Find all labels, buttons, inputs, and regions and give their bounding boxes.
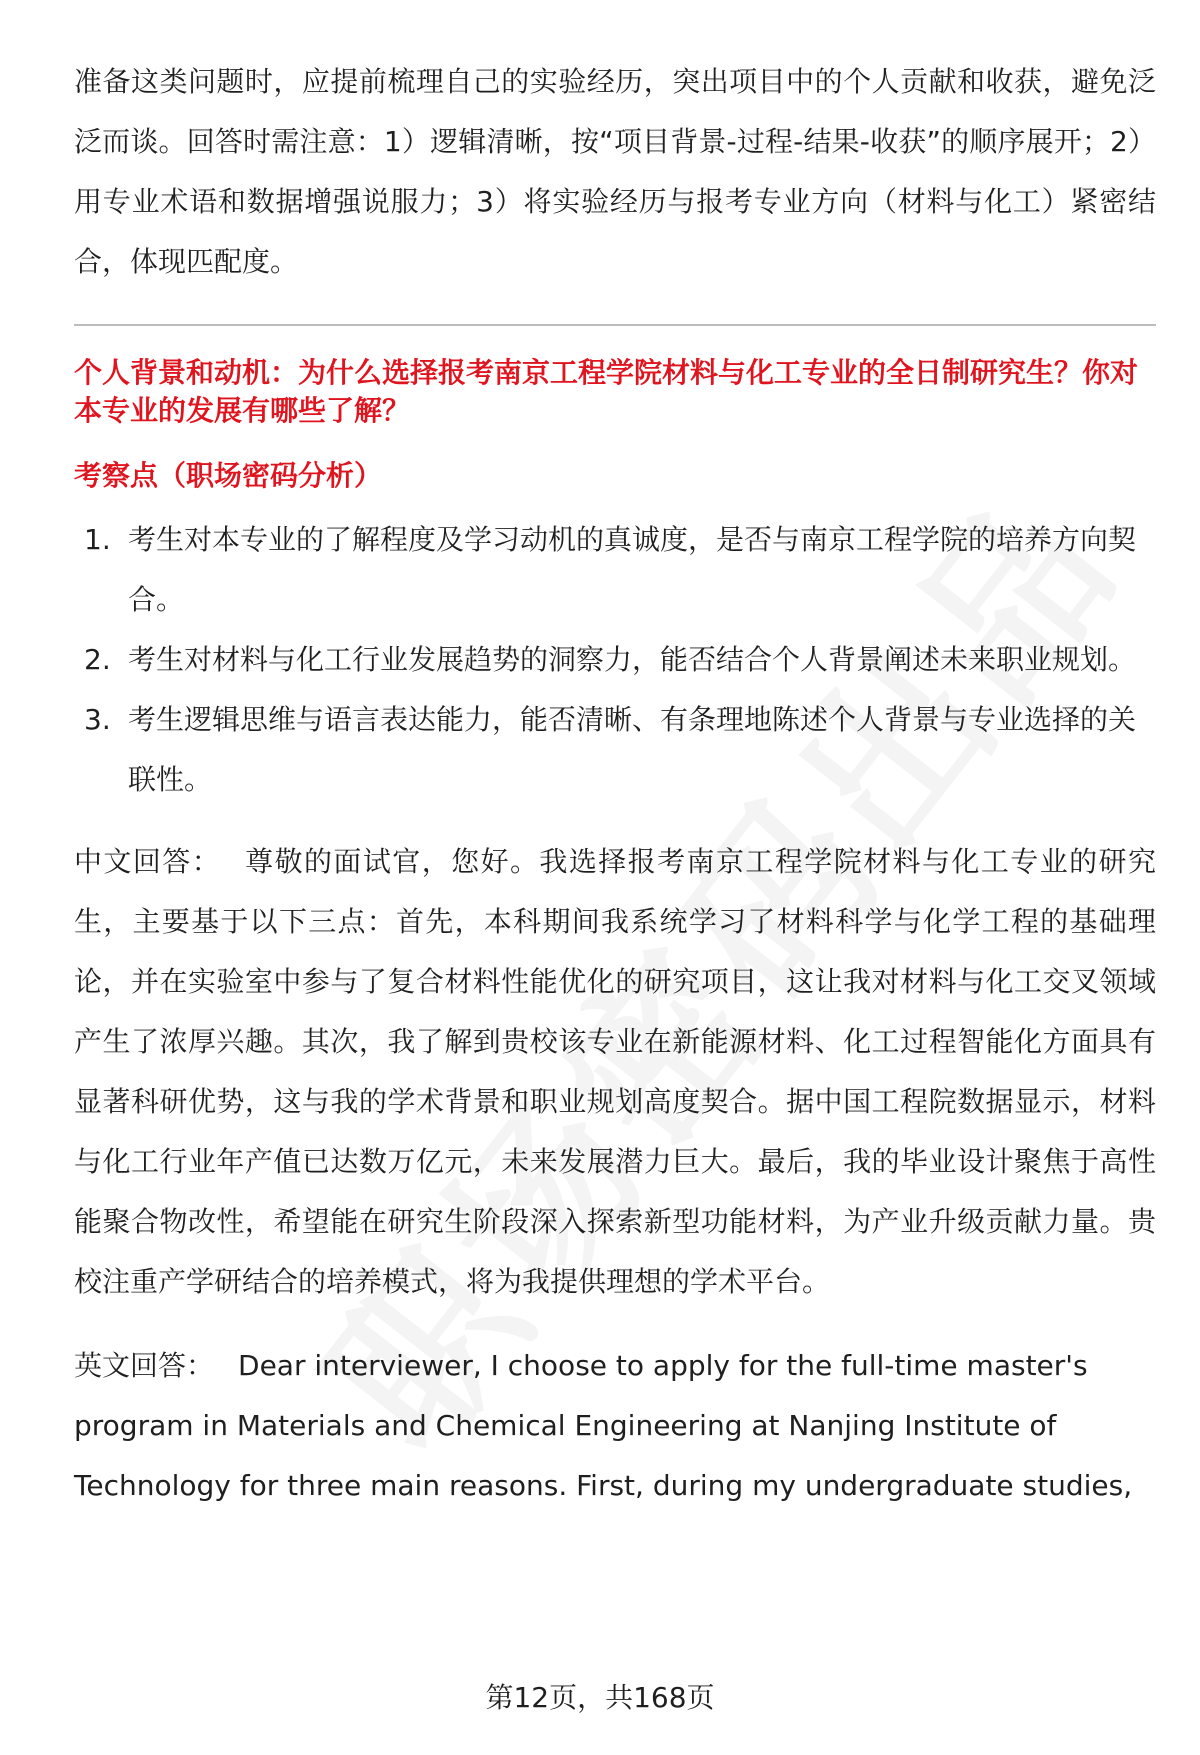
assessment-item-text: 考生逻辑思维与语言表达能力，能否清晰、有条理地陈述个人背景与专业选择的关联性。	[128, 703, 1137, 796]
assessment-item-number: 2.	[84, 643, 111, 676]
chinese-answer	[74, 832, 1156, 1312]
english-answer-label: 英文回答：	[74, 1349, 215, 1382]
page-number: 第12页，共168页	[485, 1681, 715, 1714]
intro-paragraph: 准备这类问题时，应提前梳理自己的实验经历，突出项目中的个人贡献和收获，避免泛泛而谈。回答时需注意：1）逻辑清晰，按“项目背景-过程-结果-收获”的顺序展开；2）用专业术语和数据增强说服力；3）将实验经历与报考专业方向（材料与化工）紧密结合，体现匹配度。	[74, 65, 1156, 278]
assessment-item	[74, 690, 1156, 810]
chinese-answer-text: 尊敬的面试官，您好。我选择报考南京工程学院材料与化工专业的研究生，主要基于以下三点：首先，本科期间我系统学习了材料科学与化学工程的基础理论，并在实验室中参与了复合材料性能优化的研究项目，这让我对材料与化工交叉领域产生了浓厚兴趣。其次，我了解到贵校该专业在新能源材料、化工过程智能化方面具有显著科研优势，这与我的学术背景和职业规划高度契合。据中国工程院数据显示，材料与化工行业年产值已达数万亿元，未来发展潜力巨大。最后，我的毕业设计聚焦于高性能聚合物改性，希望能在研究生阶段深入探索新型功能材料，为产业升级贡献力量。贵校注重产学研结合的培养模式，将为我提供理想的学术平台。	[74, 845, 1156, 1298]
assessment-item	[74, 630, 1156, 690]
assessment-item-text: 考生对本专业的了解程度及学习动机的真诚度，是否与南京工程学院的培养方向契合。	[128, 523, 1137, 616]
english-answer-text: Dear interviewer, I choose to apply for the full-time master's program in Materials and Chemical Engineering at Nanjing Institute of Technology for three main reasons. First, during my undergraduate studies,	[74, 1349, 1133, 1502]
document-body	[74, 52, 1156, 1516]
question-heading: 个人背景和动机：为什么选择报考南京工程学院材料与化工专业的全日制研究生？你对本专业的发展有哪些了解？	[74, 356, 1139, 427]
chinese-answer-label: 中文回答：	[74, 845, 222, 878]
assessment-item-number: 3.	[84, 703, 111, 736]
assessment-heading: 考察点（职场密码分析）	[74, 459, 383, 492]
assessment-list	[74, 510, 1156, 810]
english-answer	[74, 1336, 1156, 1516]
assessment-item-text: 考生对材料与化工行业发展趋势的洞察力，能否结合个人背景阐述未来职业规划。	[128, 643, 1137, 676]
section-divider	[74, 324, 1156, 326]
assessment-item-number: 1.	[84, 523, 111, 556]
assessment-item	[74, 510, 1156, 630]
